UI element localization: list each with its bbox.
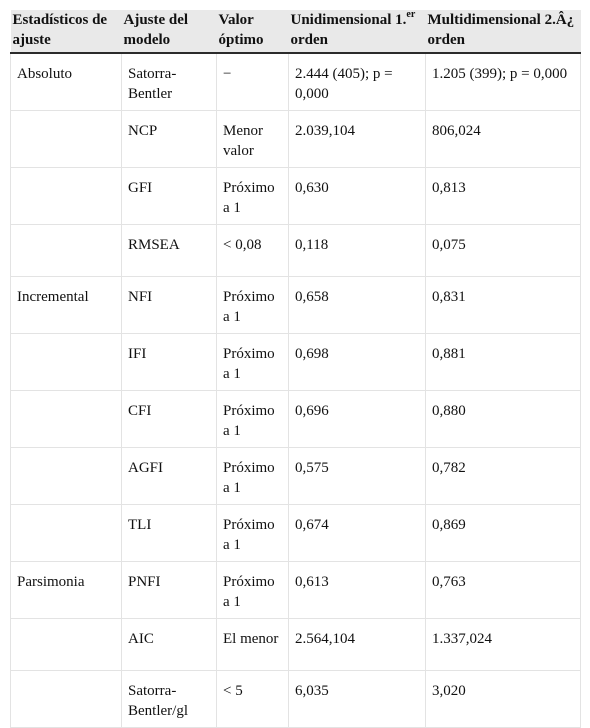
unidimensional-cell: 0,630 [289,168,426,225]
model-cell: AIC [122,619,217,671]
unidimensional-cell: 2.444 (405); p = 0,000 [289,53,426,111]
unidimensional-cell: 0,658 [289,277,426,334]
optimo-cell: < 5 [217,671,289,728]
table-row [11,619,581,671]
optimo-cell: El menor [217,619,289,671]
table-row [11,111,581,168]
group-cell [11,168,122,225]
header-unidimensional-tail: orden [290,32,328,48]
table-row [11,671,581,728]
table-row [11,168,581,225]
multidimensional-cell: 0,881 [426,334,581,391]
table-row [11,53,581,111]
optimo-cell: Próximo a 1 [217,562,289,619]
unidimensional-cell: 0,674 [289,505,426,562]
optimo-cell: Menor valor [217,111,289,168]
multidimensional-cell: 0,763 [426,562,581,619]
group-cell [11,391,122,448]
header-unidimensional [289,10,426,53]
multidimensional-cell: 1.337,024 [426,619,581,671]
table-row [11,505,581,562]
group-cell [11,225,122,277]
model-cell: CFI [122,391,217,448]
header-estadisticos: Estadísticos de ajuste [11,10,122,53]
multidimensional-cell: 0,782 [426,448,581,505]
unidimensional-cell: 0,118 [289,225,426,277]
unidimensional-cell: 0,575 [289,448,426,505]
group-cell [11,505,122,562]
multidimensional-cell: 1.205 (399); p = 0,000 [426,53,581,111]
group-cell [11,334,122,391]
multidimensional-cell: 3,020 [426,671,581,728]
optimo-cell: Próximo a 1 [217,448,289,505]
group-cell [11,111,122,168]
table-header [11,10,581,53]
optimo-cell: Próximo a 1 [217,391,289,448]
model-cell: NCP [122,111,217,168]
model-cell: AGFI [122,448,217,505]
model-cell: IFI [122,334,217,391]
optimo-cell: Próximo a 1 [217,168,289,225]
unidimensional-cell: 2.564,104 [289,619,426,671]
table-row [11,225,581,277]
header-multidimensional: Multidimensional 2.Â¿ orden [426,10,581,53]
group-cell [11,448,122,505]
fit-statistics-table [10,10,581,728]
model-cell: Satorra-Bentler [122,53,217,111]
model-cell: RMSEA [122,225,217,277]
multidimensional-cell: 806,024 [426,111,581,168]
header-ajuste-modelo: Ajuste del modelo [122,10,217,53]
unidimensional-cell: 6,035 [289,671,426,728]
unidimensional-cell: 0,696 [289,391,426,448]
optimo-cell: Próximo a 1 [217,334,289,391]
table-row [11,562,581,619]
optimo-cell: Próximo a 1 [217,277,289,334]
group-cell [11,619,122,671]
multidimensional-cell: 0,831 [426,277,581,334]
model-cell: GFI [122,168,217,225]
multidimensional-cell: 0,813 [426,168,581,225]
multidimensional-cell: 0,075 [426,225,581,277]
group-cell: Parsimonia [11,562,122,619]
model-cell: Satorra-Bentler/gl [122,671,217,728]
optimo-cell: < 0,08 [217,225,289,277]
table-row [11,277,581,334]
header-unidimensional-sup: er [406,9,416,20]
multidimensional-cell: 0,880 [426,391,581,448]
table-row [11,334,581,391]
table-body [11,53,581,728]
model-cell: PNFI [122,562,217,619]
optimo-cell: − [217,53,289,111]
group-cell: Incremental [11,277,122,334]
table-row [11,448,581,505]
model-cell: NFI [122,277,217,334]
header-row [11,10,581,53]
header-unidimensional-label: Unidimensional 1. [290,12,407,28]
header-valor-optimo: Valor óptimo [217,10,289,53]
unidimensional-cell: 2.039,104 [289,111,426,168]
unidimensional-cell: 0,698 [289,334,426,391]
table-row [11,391,581,448]
model-cell: TLI [122,505,217,562]
table-container [10,10,580,728]
unidimensional-cell: 0,613 [289,562,426,619]
multidimensional-cell: 0,869 [426,505,581,562]
group-cell: Absoluto [11,53,122,111]
optimo-cell: Próximo a 1 [217,505,289,562]
group-cell [11,671,122,728]
